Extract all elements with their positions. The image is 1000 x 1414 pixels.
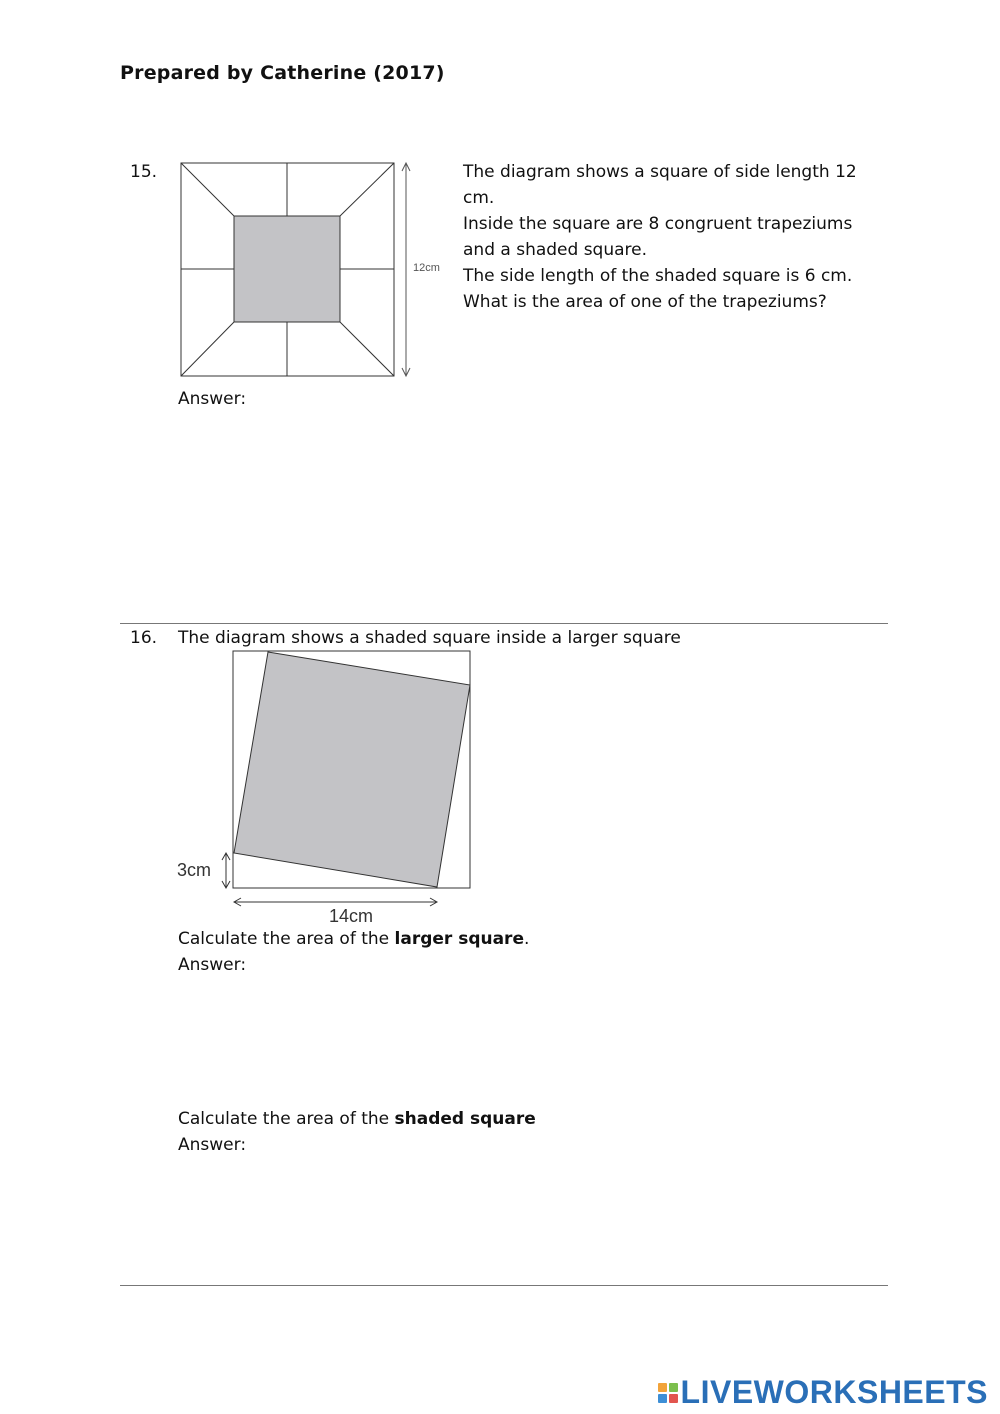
q15-line: and a shaded square.: [463, 240, 648, 260]
q16-part1-bold: larger square: [394, 929, 524, 949]
question-15-number: 15.: [130, 162, 158, 182]
q16-part1-prefix: Calculate the area of the: [178, 929, 395, 949]
q16-shaded-square: [234, 652, 470, 887]
q16-part2-bold: shaded square: [394, 1109, 536, 1129]
q16-offset-arrow: [222, 853, 230, 888]
logo-block: [669, 1394, 678, 1403]
q15-diagram: [170, 155, 450, 385]
logo-block: [658, 1383, 667, 1392]
q16-part1-text: [178, 926, 529, 952]
q15-line: Inside the square are 8 congruent trapeziums: [463, 214, 853, 234]
q15-dimension-arrow: [402, 163, 410, 376]
logo-text: LIVEWORKSHEETS: [680, 1374, 988, 1410]
q15-line: The side length of the shaded square is 6 cm.: [463, 266, 853, 286]
q16-intro: The diagram shows a shaded square inside a larger square: [178, 628, 681, 648]
liveworksheets-logo: [658, 1374, 988, 1411]
q15-dimension-label: 12cm: [413, 262, 440, 274]
logo-blocks-icon: [658, 1383, 678, 1403]
section-divider: [120, 623, 888, 624]
q16-part2-text: [178, 1106, 536, 1132]
q16-diagram: [170, 645, 490, 935]
q16-part1-suffix: .: [523, 929, 530, 949]
q16-answer2-label: Answer:: [178, 1135, 247, 1155]
q16-width-label: 14cm: [329, 906, 374, 926]
q16-part2-prefix: Calculate the area of the: [178, 1109, 395, 1129]
section-divider: [120, 1285, 888, 1286]
q16-offset-label: 3cm: [177, 860, 212, 880]
q15-line: cm.: [463, 188, 495, 208]
q15-line: The diagram shows a square of side length 12: [463, 162, 857, 182]
q15-shaded-square: [234, 216, 340, 322]
q16-width-arrow: [234, 898, 437, 906]
question-16-number: 16.: [130, 628, 158, 648]
q15-line: What is the area of one of the trapeziums?: [463, 292, 827, 312]
q16-answer1-label: Answer:: [178, 955, 247, 975]
logo-block: [658, 1394, 667, 1403]
logo-block: [669, 1383, 678, 1392]
worksheet-header: Prepared by Catherine (2017): [120, 62, 445, 84]
q15-answer-label: Answer:: [178, 389, 247, 409]
q15-question-text: [463, 159, 883, 315]
